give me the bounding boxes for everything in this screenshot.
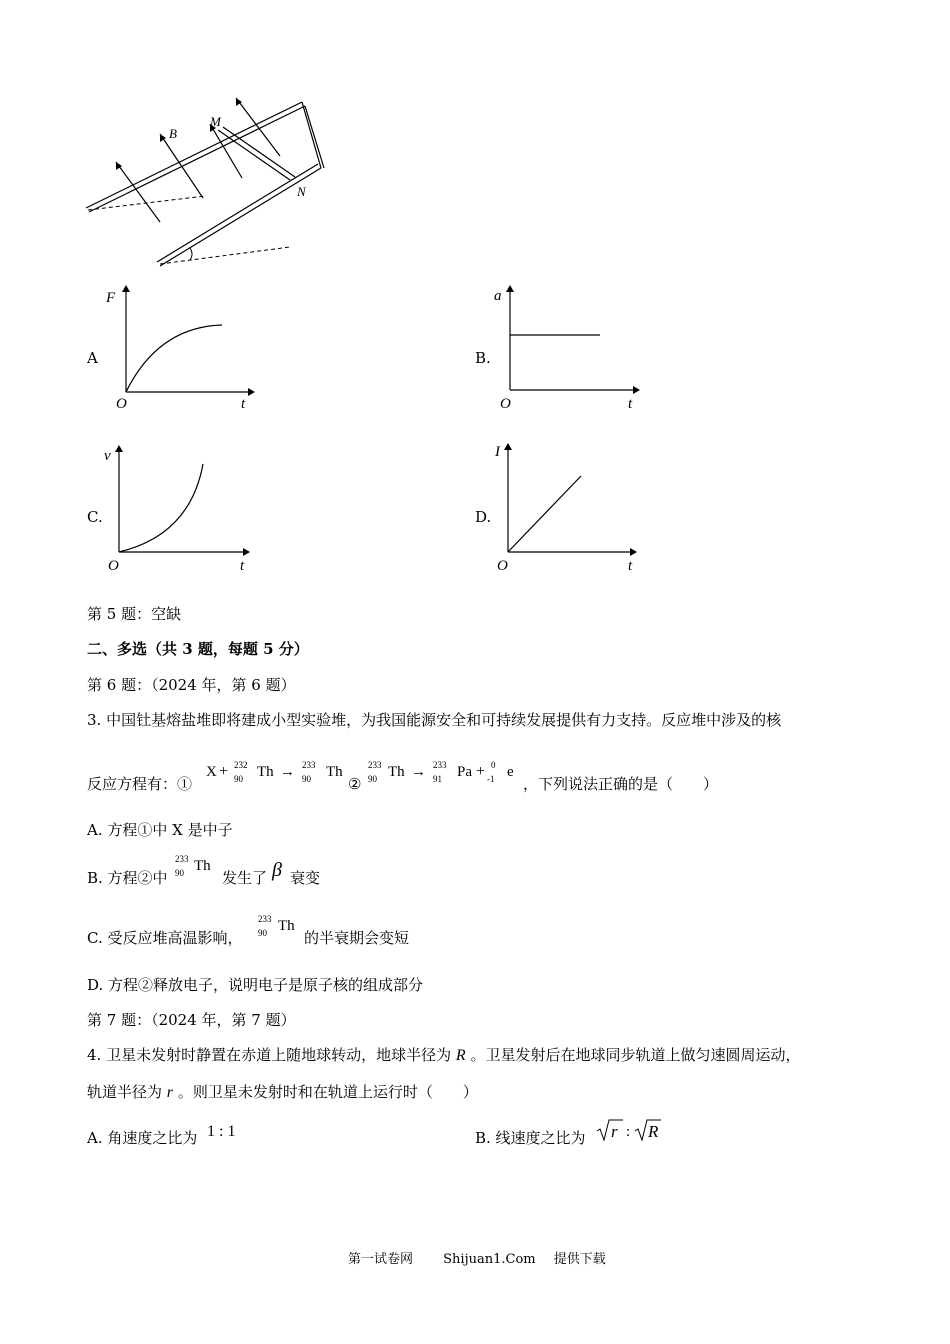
q4-line1-prefix: 4. 卫星未发射时静置在赤道上随地球转动，地球半径为: [87, 1046, 452, 1064]
q4-line1-suffix: 。卫星发射后在地球同步轨道上做匀速圆周运动，: [470, 1046, 801, 1064]
svg-text:233: 233: [258, 914, 272, 924]
svg-text:e: e: [507, 764, 514, 780]
equation-2: [366, 756, 526, 790]
q4-line1: [87, 1045, 800, 1066]
footer-left: 第一试卷网: [348, 1252, 414, 1267]
option-c-letter: C.: [87, 508, 103, 526]
sqrt-ratio: [595, 1116, 665, 1146]
graph-a-origin: O: [116, 396, 127, 412]
graph-c-origin: O: [108, 558, 119, 574]
footer-site[interactable]: Shijuan1.Com: [443, 1252, 536, 1267]
graph-a-yaxis: F: [106, 290, 116, 306]
option-d-letter: D.: [475, 508, 492, 526]
graph-b-xaxis: t: [628, 396, 633, 412]
svg-text:→: →: [411, 764, 426, 780]
nuclide-th-b: [170, 850, 220, 884]
svg-text:Th: Th: [278, 918, 295, 934]
svg-text:0: 0: [491, 760, 496, 770]
svg-text:233: 233: [175, 854, 189, 864]
q3-option-b-prefix: B. 方程②中: [87, 869, 168, 887]
q7-source: 第 7 题：（2024 年，第 7 题）: [87, 1011, 296, 1029]
svg-text:Th: Th: [388, 764, 405, 780]
earth-radius-symbol: R: [455, 1047, 466, 1064]
q3-option-b-mid: 发生了: [222, 869, 268, 887]
svg-text:→: →: [280, 764, 295, 780]
q3-line2-suffix: ，下列说法正确的是（ ）: [523, 775, 719, 793]
svg-text::: :: [626, 1124, 631, 1140]
svg-text:R: R: [648, 1122, 659, 1141]
q4-option-a-ratio: 1 : 1: [207, 1123, 236, 1140]
svg-text:233: 233: [302, 760, 316, 770]
label-M: M: [210, 114, 221, 129]
q4-line2: [87, 1082, 478, 1103]
svg-text:Th: Th: [194, 858, 211, 874]
svg-text:Th: Th: [257, 764, 274, 780]
svg-text:90: 90: [302, 774, 311, 784]
svg-text:X: X: [206, 764, 217, 780]
graph-d-yaxis: I: [495, 444, 500, 460]
q3-option-b-suffix: 衰变: [290, 869, 321, 887]
graph-c-xaxis: t: [240, 558, 245, 574]
svg-text:Pa: Pa: [457, 764, 472, 780]
svg-text:91: 91: [433, 774, 442, 784]
option-b-letter: B.: [475, 349, 491, 367]
svg-text:232: 232: [234, 760, 248, 770]
q3-option-c-prefix: C. 受反应堆高温影响，: [87, 929, 243, 947]
graph-b-yaxis: a: [494, 288, 502, 304]
svg-text:+: +: [219, 763, 229, 780]
orbit-radius-symbol: r: [166, 1084, 174, 1101]
svg-text:Th: Th: [326, 764, 343, 780]
q4-line2-prefix: 轨道半径为: [87, 1083, 163, 1101]
graph-c: [100, 440, 260, 575]
q3-option-d: D. 方程②释放电子，说明电子是原子核的组成部分: [87, 976, 424, 994]
svg-text:+: +: [476, 763, 486, 780]
q4-line2-suffix: 。则卫星未发射时和在轨道上运行时（ ）: [177, 1083, 478, 1101]
footer: [348, 1248, 606, 1267]
label-B: B: [169, 126, 177, 141]
svg-text:-1: -1: [487, 774, 495, 784]
svg-text:r: r: [611, 1122, 618, 1141]
graph-d-origin: O: [497, 558, 508, 574]
graph-b: [490, 282, 650, 412]
svg-text:90: 90: [175, 868, 184, 878]
svg-text:90: 90: [258, 928, 267, 938]
q3-line2-prefix: 反应方程有：①: [87, 775, 193, 793]
q6-source: 第 6 题：（2024 年，第 6 题）: [87, 676, 296, 694]
svg-text:90: 90: [234, 774, 243, 784]
svg-text:233: 233: [368, 760, 382, 770]
q4-option-a-prefix: A. 角速度之比为: [87, 1129, 198, 1147]
q3-option-c-suffix: 的半衰期会变短: [304, 929, 410, 947]
label-N: N: [297, 184, 306, 199]
graph-b-origin: O: [500, 396, 511, 412]
q5-note: 第 5 题：空缺: [87, 605, 182, 623]
graph-d-xaxis: t: [628, 558, 633, 574]
q4-option-b-prefix: B. 线速度之比为: [475, 1129, 586, 1147]
svg-text:233: 233: [433, 760, 447, 770]
graph-c-yaxis: v: [104, 448, 111, 464]
q3-line1: 3. 中国钍基熔盐堆即将建成小型实验堆，为我国能源安全和可持续发展提供有力支持。反应堆中涉及的核: [87, 711, 782, 729]
nuclide-th-c: [254, 910, 304, 944]
circle-2: ②: [348, 775, 362, 793]
graph-a: [100, 282, 260, 412]
rails-figure: [80, 90, 340, 275]
svg-text:90: 90: [368, 774, 377, 784]
option-a-letter: A: [87, 349, 98, 367]
section-2-title: 二、多选（共 3 题，每题 5 分）: [87, 640, 309, 658]
graph-a-xaxis: t: [241, 396, 246, 412]
beta-symbol: β: [272, 859, 282, 881]
graph-d: [490, 440, 650, 575]
q3-option-a: A. 方程①中 X 是中子: [87, 821, 233, 839]
footer-right: 提供下载: [553, 1252, 606, 1267]
